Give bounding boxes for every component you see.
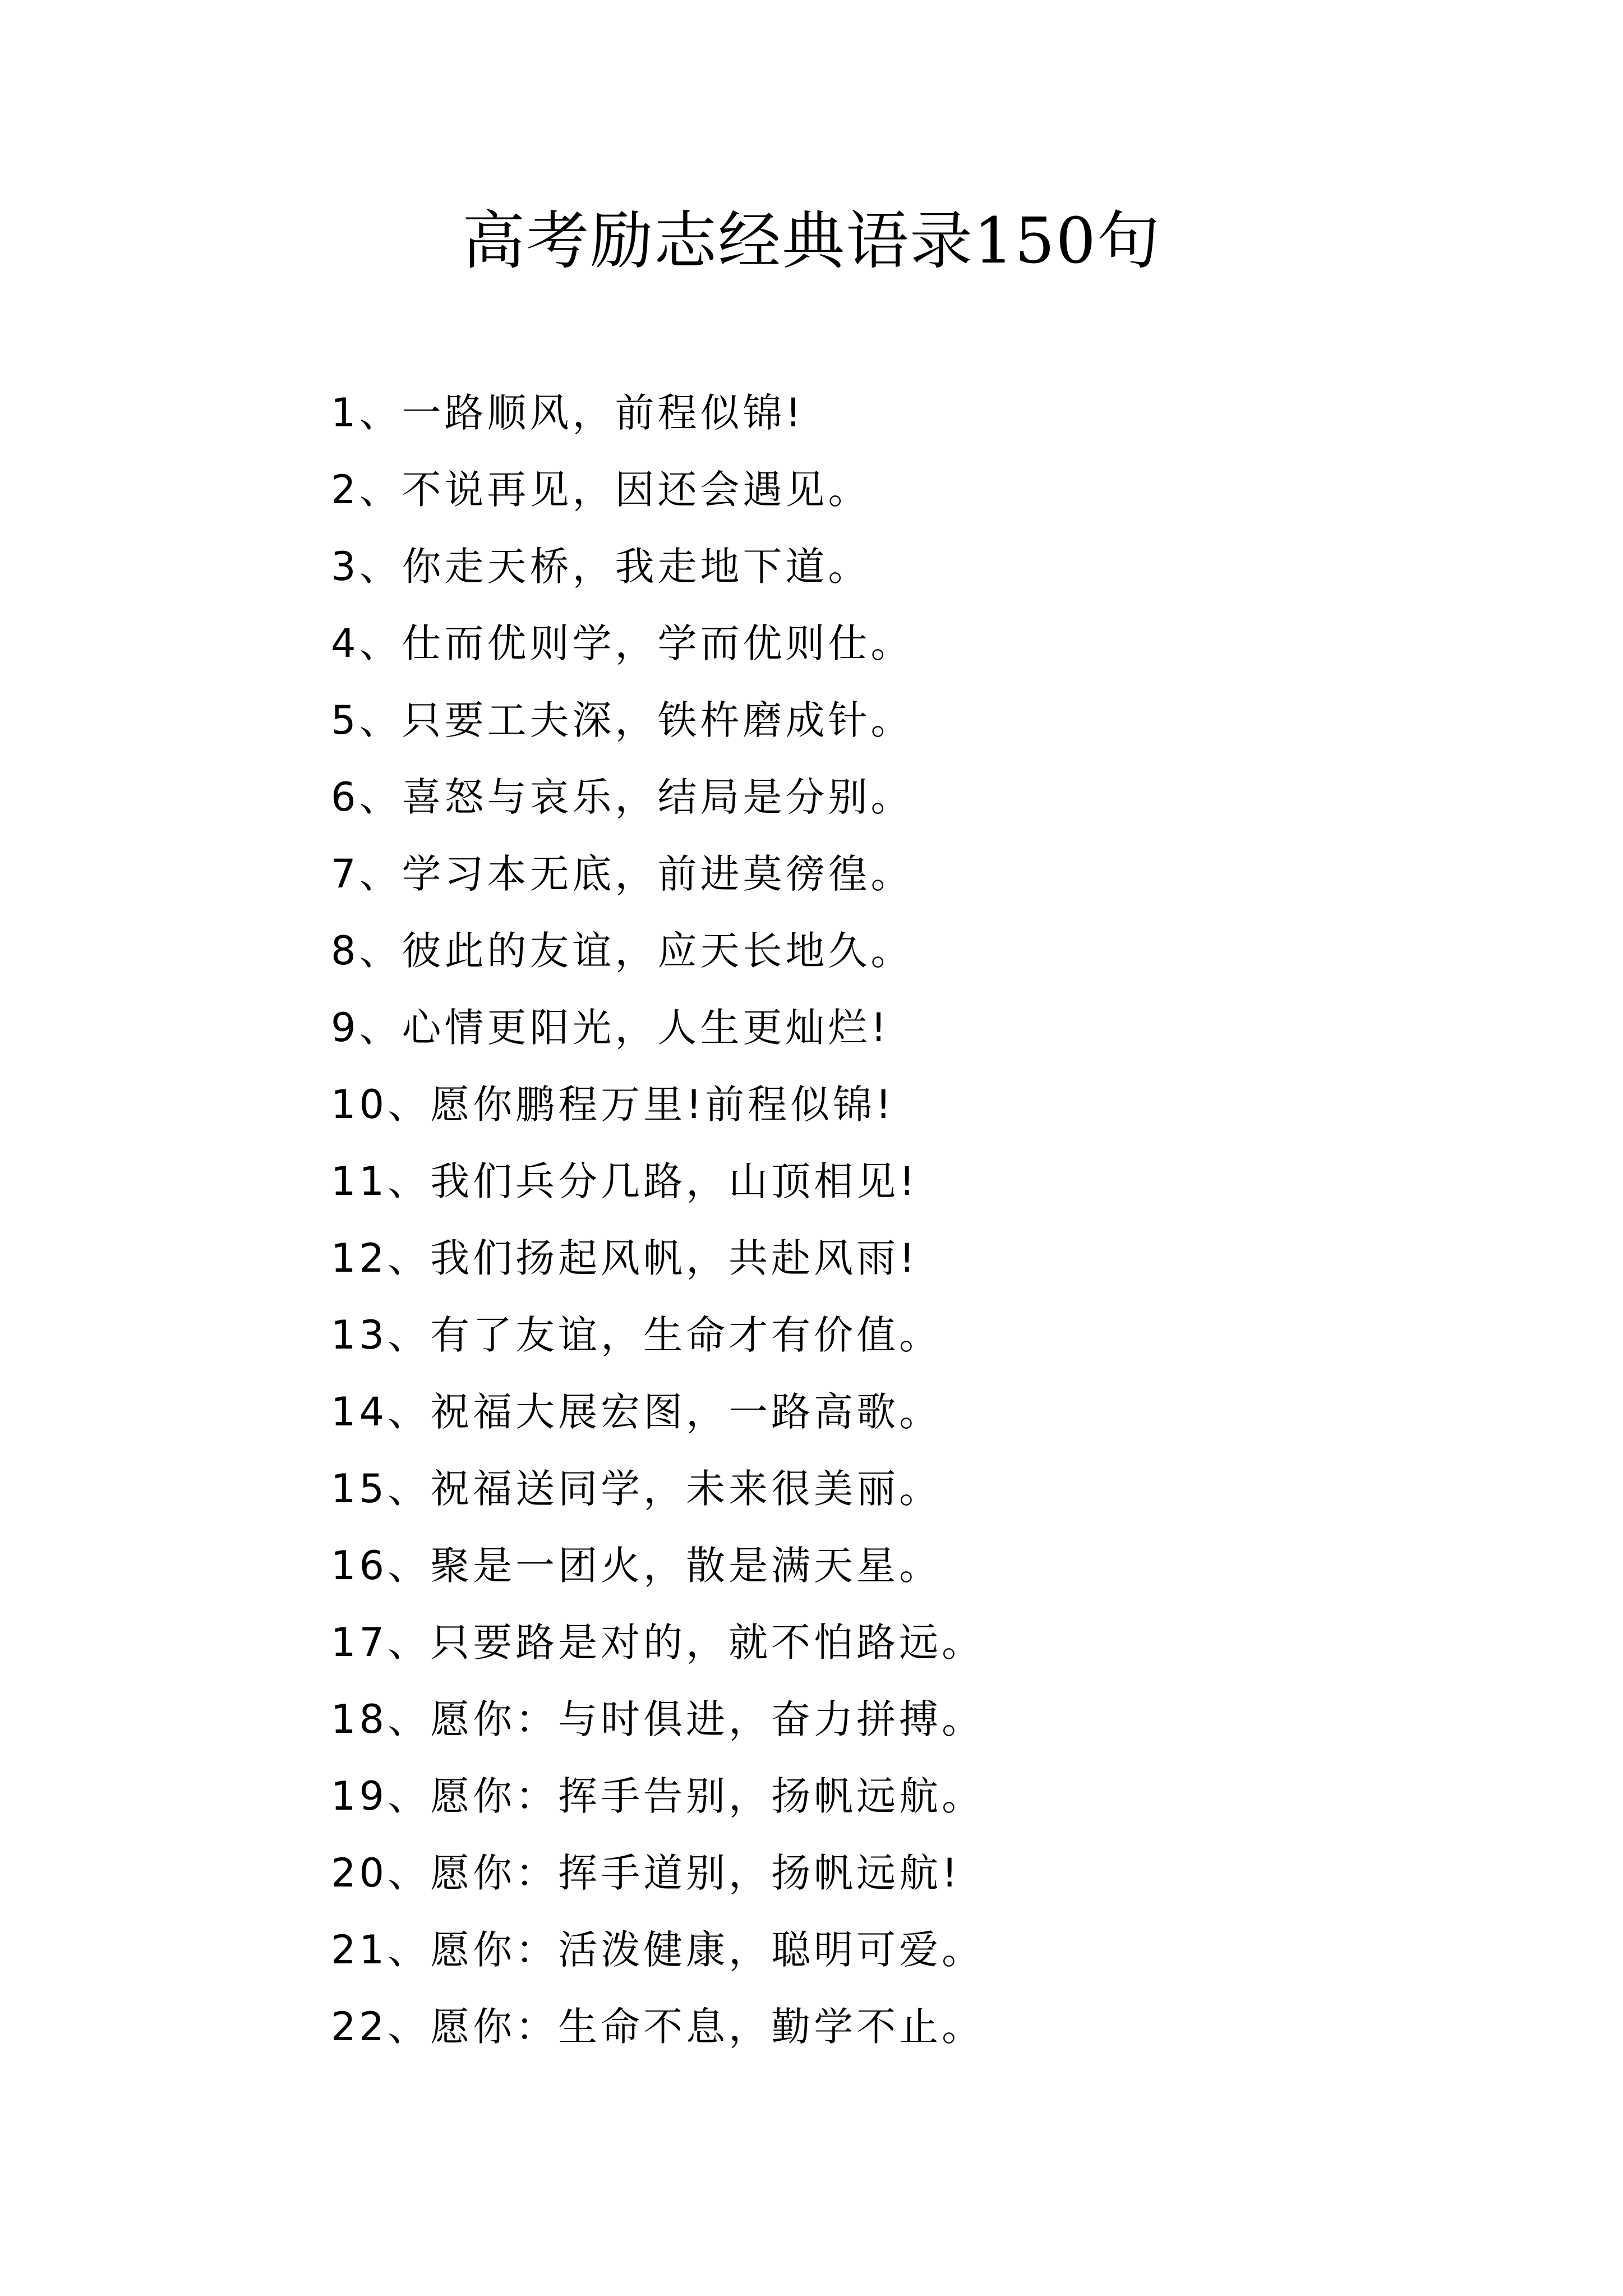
quote-item: 18、愿你：与时俱进，奋力拼搏。 [331,1696,985,1742]
quote-item: 17、只要路是对的，就不怕路远。 [331,1619,985,1665]
quote-item: 22、愿你：生命不息，勤学不止。 [331,2004,985,2050]
quote-item: 5、只要工夫深，铁杵磨成针。 [331,697,914,743]
quote-item: 7、学习本无底，前进莫徬徨。 [331,851,914,897]
quote-item: 9、心情更阳光，人生更灿烂! [331,1005,890,1051]
document-title: 高考励志经典语录150句 [462,205,1161,278]
quote-list [331,375,1509,2065]
quote-item: 14、祝福大展宏图，一路高歌。 [331,1389,942,1435]
quote-item: 20、愿你：挥手道别，扬帆远航! [331,1850,961,1896]
quote-item: 15、祝福送同学，未来很美丽。 [331,1466,942,1512]
quote-item: 6、喜怒与哀乐，结局是分别。 [331,774,914,820]
quote-item: 8、彼此的友谊，应天长地久。 [331,928,914,974]
quote-item: 1、一路顺风，前程似锦! [331,390,805,436]
quote-item: 13、有了友谊，生命才有价值。 [331,1312,942,1358]
quote-item: 4、仕而优则学，学而优则仕。 [331,620,914,666]
quote-item: 21、愿你：活泼健康，聪明可爱。 [331,1927,985,1973]
quote-item: 12、我们扬起风帆，共赴风雨! [331,1235,919,1281]
quote-item: 16、聚是一团火，散是满天星。 [331,1543,942,1589]
quote-item: 2、不说再见，因还会遇见。 [331,467,871,513]
quote-item: 10、愿你鹏程万里!前程似锦! [331,1082,895,1128]
quote-item: 11、我们兵分几路，山顶相见! [331,1158,919,1204]
quote-item: 3、你走天桥，我走地下道。 [331,544,871,590]
quote-item: 19、愿你：挥手告别，扬帆远航。 [331,1773,985,1819]
